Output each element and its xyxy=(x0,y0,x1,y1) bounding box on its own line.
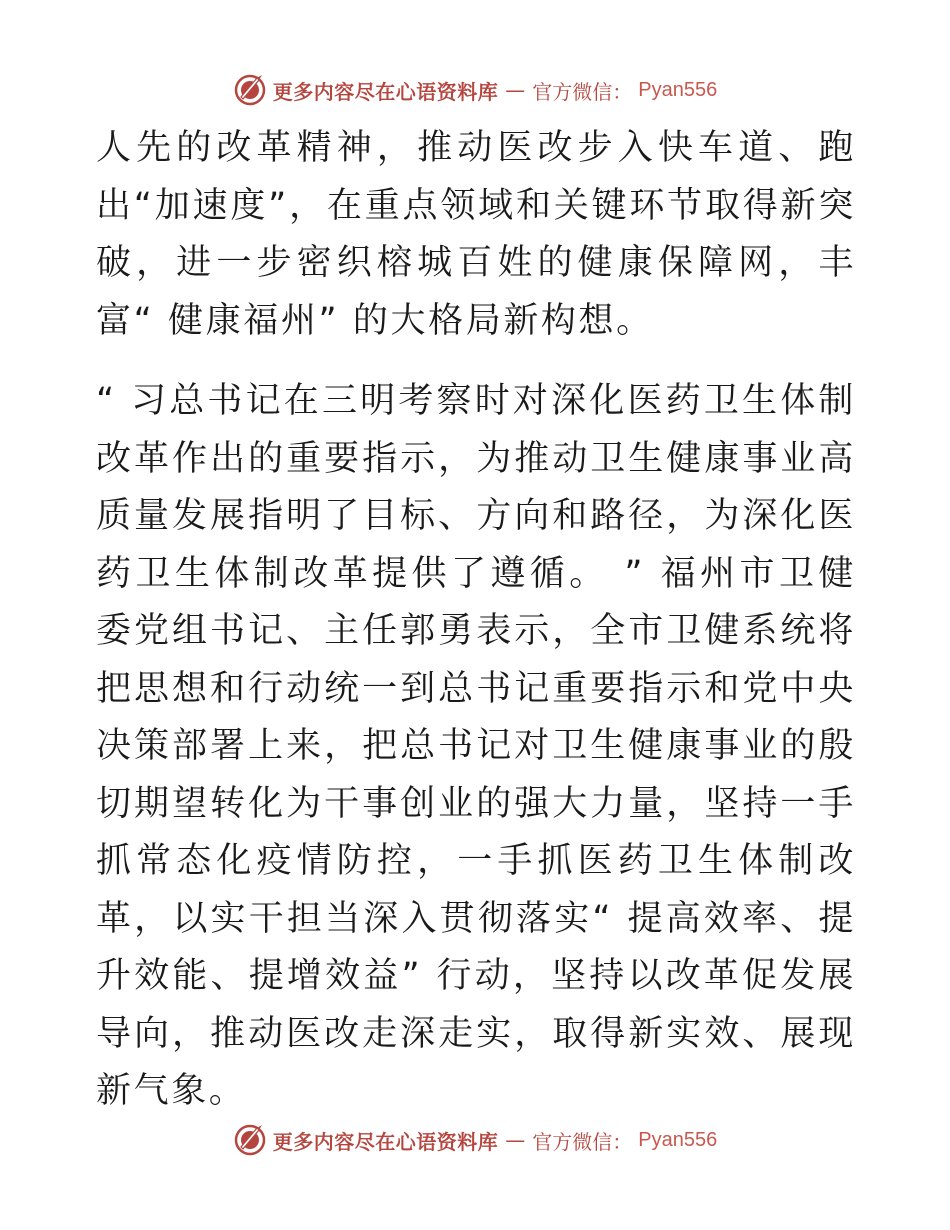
paragraph: 人先的改革精神，推动医改步入快车道、跑出“加速度”，在重点领域和关键环节取得新突破，进一步密织榕城百姓的健康保障网，丰富“ 健康福州” 的大格局新构想。 xyxy=(96,128,856,341)
quill-pen-circle-icon xyxy=(233,73,267,107)
document-body xyxy=(96,120,856,1121)
quill-pen-circle-icon xyxy=(233,1123,267,1157)
paragraph: “ 习总书记在三明考察时对深化医药卫生体制改革作出的重要指示，为推动卫生健康事业高质量发展指明了目标、方向和路径，为深化医药卫生体制改革提供了遵循。 ” 福州市卫健委党组书记、主任郭勇表示，全市卫健系统将把思想和行动统一到总书记重要指示和党中央决策部署上来，把总书记对卫生健康事业的殷切期望转化为干事创业的强大力量，坚持一手抓常态化疫情防控，一手抓医药卫生体制改革，以实干担当深入贯彻落实“ 提高效率、提升效能、提增效益” 行动，坚持以改革促发展导向，推动医改走深走实，取得新实效、展现新气象。 xyxy=(96,381,856,1111)
wechat-id: Pyan556 xyxy=(638,78,718,101)
header-banner xyxy=(0,70,950,110)
banner-text: 更多内容尽在心语资料库 xyxy=(272,1129,499,1154)
wechat-id: Pyan556 xyxy=(638,1128,718,1151)
banner-separator: — xyxy=(505,78,526,102)
wechat-label: 官方微信： xyxy=(532,79,633,104)
banner-text: 更多内容尽在心语资料库 xyxy=(272,79,499,104)
banner-separator: — xyxy=(505,1128,526,1152)
footer-banner xyxy=(0,1120,950,1160)
wechat-label: 官方微信： xyxy=(532,1129,633,1154)
